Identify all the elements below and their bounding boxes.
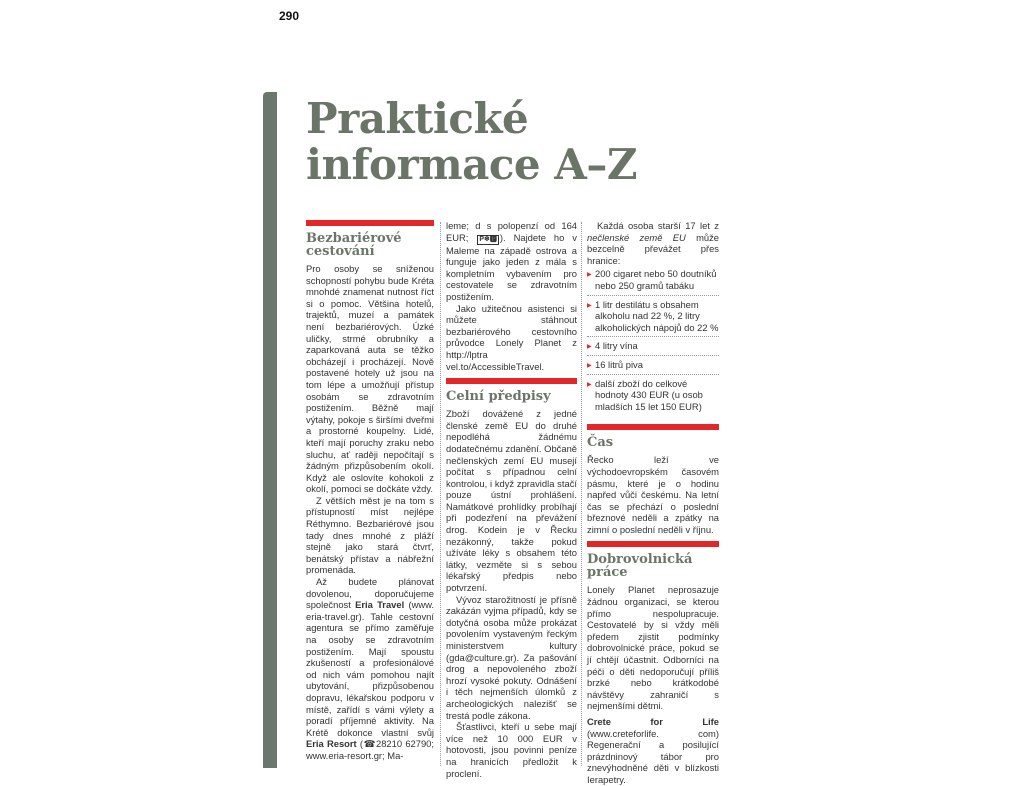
page-number: 290 [279, 9, 300, 23]
column-2 [446, 220, 577, 779]
text-italic: nečlenské země EU [587, 231, 686, 243]
amenity-icons: P❄🅿 [479, 235, 497, 243]
resort-name: Eria Resort [306, 738, 357, 750]
column-1 [306, 220, 434, 762]
paragraph [306, 576, 434, 762]
section-bar [587, 541, 719, 547]
title-line-2: informace A–Z [306, 140, 638, 189]
paragraph: Zboží dovážené z jedné členské země EU do druhé nepodléhá žádnému dodatečnému zdanění. Občaně nečlenských zemí EU musejí počítat s případnou celní kontrolou, i když zpravidla stačí pouze ústní prohlášení. Namátkové prohlídky probíhají při podezření na převážení drog. Kodein je v Řecku nezákonný, takže pokud užíváte léky s obsahem této látky, vezměte si s sebou lékařský předpis nebo potvrzení. [446, 408, 577, 594]
paragraph: Vývoz starožitností je přísně zakázán vyjma případů, kdy se dotyčná osoba může prokázat povolením vystaveným řeckým ministerstvem kultury (gda@culture.gr). Za pašování drog a nepovoleného zboží hrozí vysoké pokuty. Odnášení i těch nejmenších úlomků z archeologických nalezišť se trestá podle zákona. [446, 593, 577, 721]
list-item: ▶ 4 litry vína [587, 340, 719, 356]
paragraph: Řecko leží ve východoevropském časovém pásmu, které je o hodinu napřed vůči českému. Na letní čas se přechází o poslední březnové neděli a zpátky na zimní o poslední neděli v říjnu. [587, 454, 719, 535]
section-heading-volunteering [587, 553, 719, 579]
text: Každá osoba starší 17 let z [597, 220, 719, 231]
text: leme; d s polopenzí od 164 EUR; [446, 220, 577, 243]
text: (www.creteforlife. com) Regenerační a posilující prázdninový tábor pro znevýhodněné děti v blízkosti Ierapetry. [587, 727, 719, 785]
list-item: ▶ 200 cigaret nebo 50 doutníků nebo 250 gramů tabáku [587, 268, 719, 295]
section-bar [306, 220, 434, 226]
section-heading-customs: Celní předpisy [446, 389, 551, 405]
list-item: ▶ 16 litrů piva [587, 359, 719, 375]
paragraph: Jako užitečnou asistenci si můžete stáhnout bezbariérového cestovního průvodce Lonely Planet z http://lptra vel.to/AccessibleTravel. [446, 302, 577, 372]
column-3 [587, 220, 719, 786]
section-bar [446, 378, 577, 384]
list-item: ▶ další zboží do celkové hodnoty 430 EUR (u osob mladších 15 let 150 EUR) [587, 378, 719, 416]
text: může bezcelně převážet přes hranice: [587, 231, 720, 266]
text: Až budete plánovat dovolenou, doporučujeme společnost [306, 576, 434, 611]
paragraph: Lonely Planet neprosazuje žádnou organizaci, se kterou přímo nespolupracuje. Cestovatelé by si vždy měli předem zjistit podmínky dobrovolnické práce, pokud se jí chtějí účastnit. Odborníci na péči o děti nedoporučují příliš brzké nebo krátkodobé návštěvy zahraničí s nejmenšími dětmi. [587, 584, 719, 712]
organization-name: Crete for Life [587, 716, 719, 727]
heading-line: cestování [306, 244, 375, 259]
column-divider [440, 222, 441, 766]
company-name: Eria Travel [355, 599, 405, 611]
paragraph [587, 220, 719, 266]
paragraph: Pro osoby se sníženou schopností pohybu bude Kréta mnohdé znamenat nutnost říct si o pomoc. Většina hotelů, trajektů, muzeí a památek není bezbariérových. Úzké uličky, strmé obrubníky a zaparkovaná auta se těžko obcházejí i procházejí. Nově postavené hotely už jsou na tom lépe a umožňují přístup osobám se zdravotním postižením. Běžně mají výtahy, pokoje s širšími dveřmi a prostorné koupelny. Lidé, kteří mají poruchy zraku nebo sluchu, ať raději nepočítají s žádným přizpůsobením okolí. Když ale oslovíte kohokoli z okolí, pomoci se dočkáte vždy. [306, 263, 434, 495]
text: ). Najdete ho v Maleme na západě ostrova a funguje jako jeden z mála s kompletním vybavením pro cestovatele se zdravotním postižením. [446, 231, 577, 302]
section-heading-time: Čas [587, 435, 614, 451]
side-tab-bar [263, 92, 277, 768]
text: (☎28210 62790; www.eria-resort.gr; Ma- [306, 738, 434, 761]
allowance-list [587, 268, 719, 415]
heading-line: práce [587, 565, 628, 581]
paragraph [446, 220, 577, 303]
text: (www. eria-travel.gr). Tahle cestovní agentura se přímo zaměřuje na osoby se zdravotním postižením. Mají spoustu zkušeností a profesionálové od nich vám pomohou najít ubytování, přizpůsobenou dopravu, lékařskou podporu v místě, zařídí s vámi výlety a poradí příjemné aktivity. Na Krétě dokonce vlastní svůj [306, 599, 434, 738]
paragraph [587, 716, 719, 786]
section-heading-accessible-travel [306, 232, 434, 258]
heading-line: Bezbariérové [306, 231, 402, 246]
paragraph: Z větších měst je na tom s přístupností míst nejlépe Réthymno. Bezbariérové jsou tady dnes mnohé z pláží stejně jako stará čtvrť, benátský přístav a nábřežní promenáda. [306, 494, 434, 576]
title-line-1: Praktické [306, 94, 529, 143]
column-divider [581, 222, 582, 766]
list-item: ▶ 1 litr destilátu s obsahem alkoholu nad 22 %, 2 litry alkoholických nápojů do 22 % [587, 299, 719, 338]
paragraph: Šťastlivci, kteří u sebe mají více než 10 000 EUR v hotovosti, jsou povinni peníze na hranicích předložit k proclení. [446, 721, 577, 779]
page-title [306, 96, 726, 188]
section-bar [587, 424, 719, 430]
heading-line: Dobrovolnická [587, 552, 693, 568]
